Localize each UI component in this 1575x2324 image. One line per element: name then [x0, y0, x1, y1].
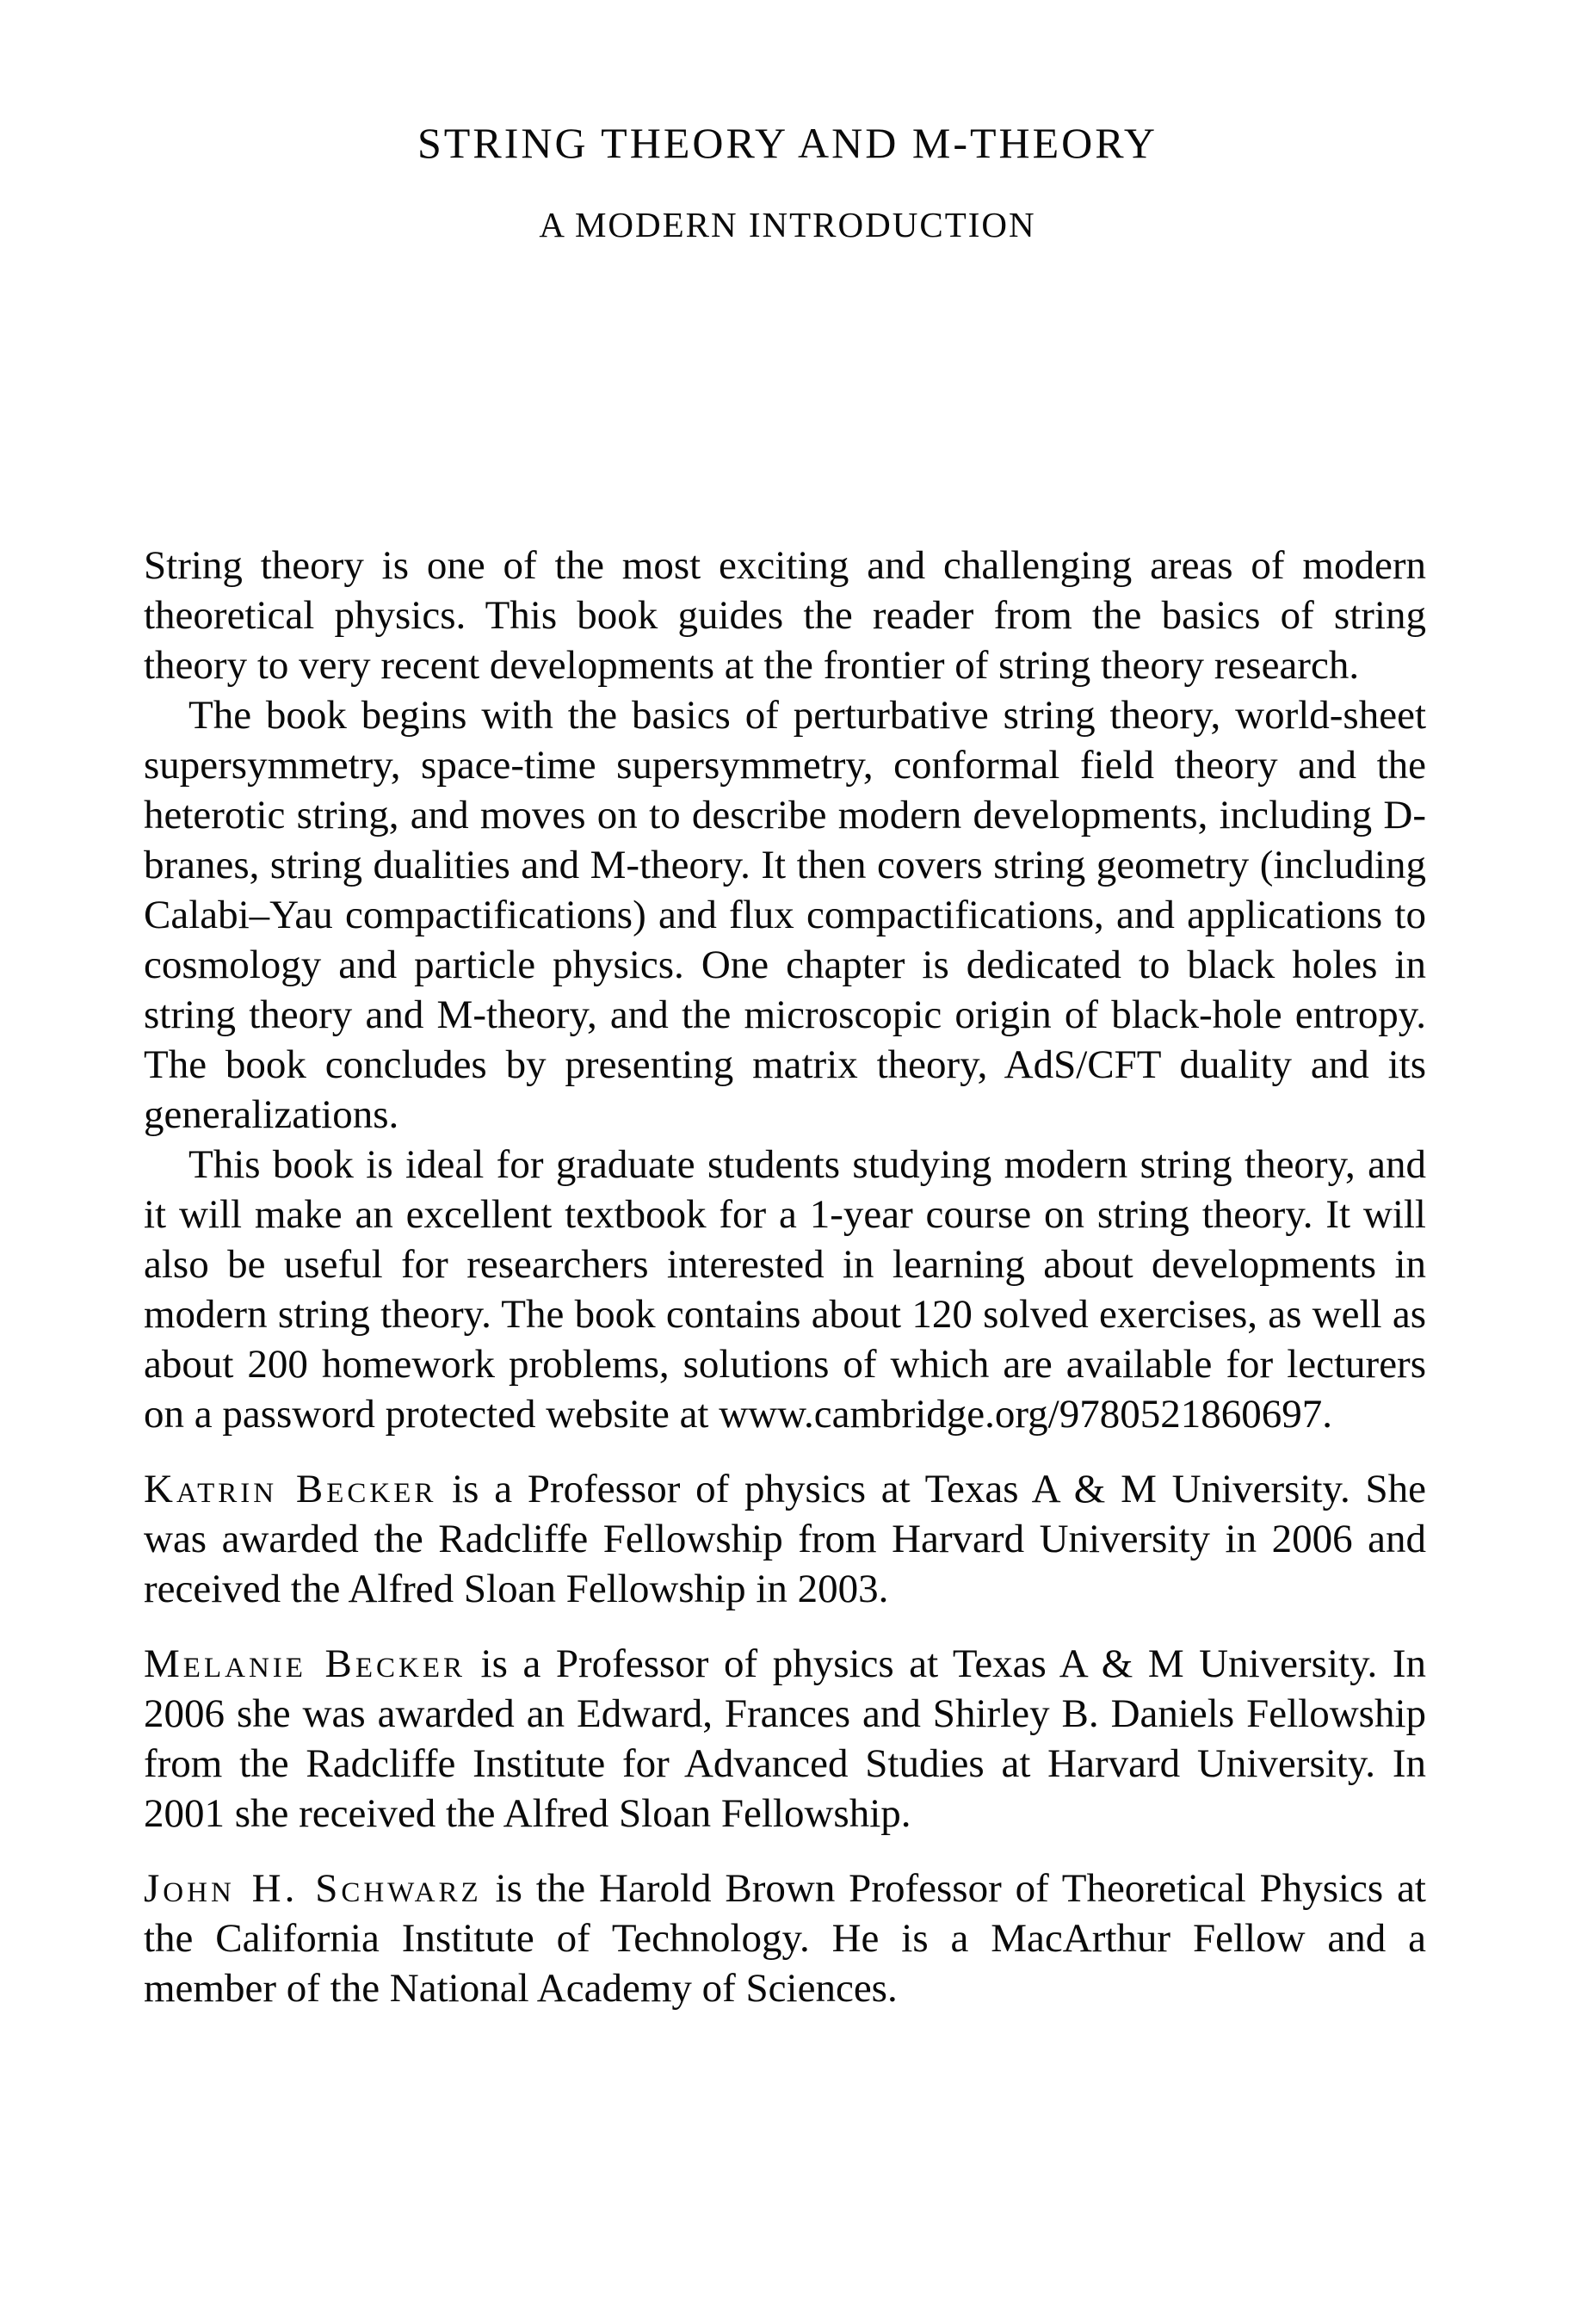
description-paragraph-1: String theory is one of the most exciting and challenging areas of modern theoretical physics. This book guides the reader from the basics of string theory to very recent developments at the frontier of string theory research. — [144, 543, 1426, 688]
description-paragraph-2: The book begins with the basics of perturbative string theory, world-sheet supersymmetry, space-time supersymmetry, conformal field theory and the heterotic string, and moves on to describe modern developments, including D-branes, string dualities and M-theory. It then covers string geometry (including Calabi–Yau compactifications) and flux compactifications, and applications to cosmology and particle physics. One chapter is dedicated to black holes in string theory and M-theory, and the microscopic origin of black-hole entropy. The book concludes by presenting matrix theory, AdS/CFT duality and its generalizations. — [144, 693, 1426, 1137]
author-name: Melanie Becker — [144, 1641, 466, 1686]
author-bio-text: is the Harold Brown Professor of Theoretical Physics at the California Institute of Technology. He is a MacArthur Fellow and a member of the National Academy of Sciences. — [144, 1866, 1426, 2011]
author-bio-text: is a Professor of physics at Texas A & M University. In 2006 she was awarded an Edward, Frances and Shirley B. Daniels Fellowship from the Radcliffe Institute for Advanced Studies at Harvard University. In 2001 she received the Alfred Sloan Fellowship. — [144, 1641, 1426, 1836]
author-bio-john-schwarz — [144, 1864, 1426, 2013]
author-bio-katrin-becker — [144, 1464, 1426, 1614]
author-bio-melanie-becker — [144, 1639, 1426, 1839]
author-bio-text: is a Professor of physics at Texas A & M University. She was awarded the Radcliffe Fellowship from Harvard University in 2006 and received the Alfred Sloan Fellowship in 2003. — [144, 1467, 1426, 1611]
author-name: Katrin Becker — [144, 1467, 437, 1511]
author-name: John H. Schwarz — [144, 1866, 482, 1911]
book-title: STRING THEORY AND M-THEORY — [417, 119, 1158, 167]
book-subtitle: A MODERN INTRODUCTION — [539, 205, 1036, 244]
description-paragraph-3: This book is ideal for graduate students studying modern string theory, and it will make an excellent textbook for a 1-year course on string theory. It will also be useful for researchers interested in learning about developments in modern string theory. The book contains about 120 solved exercises, as well as about 200 homework problems, solutions of which are available for lecturers on a password protected website at www.cambridge.org/9780521860697. — [144, 1142, 1426, 1437]
book-description — [144, 541, 1426, 2013]
